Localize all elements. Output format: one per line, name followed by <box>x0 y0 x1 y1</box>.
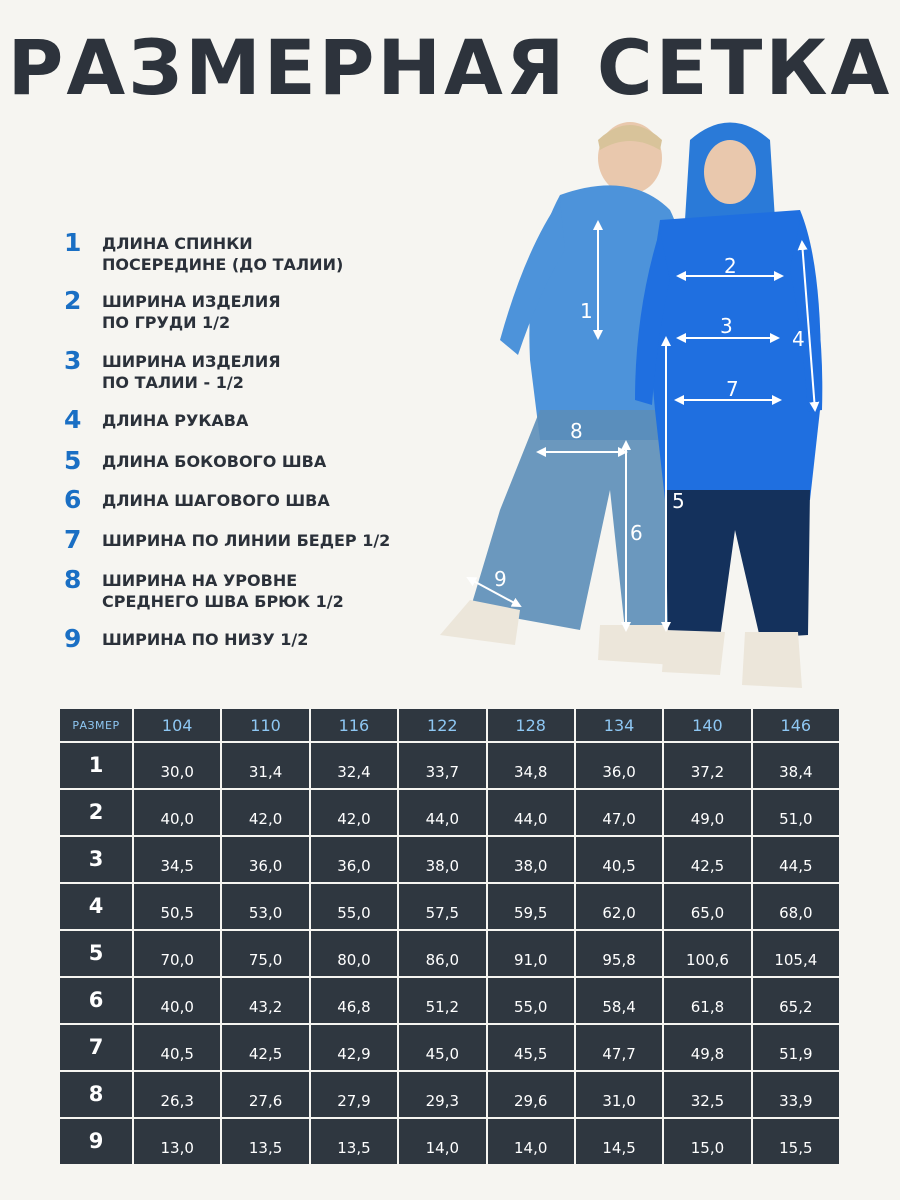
table-cell: 49,0 <box>663 789 751 836</box>
table-cell: 27,9 <box>310 1071 398 1118</box>
legend-label: ШИРИНА ИЗДЕЛИЯ ПО ТАЛИИ - 1/2 <box>102 352 281 392</box>
table-cell: 33,7 <box>398 742 486 789</box>
table-cell: 86,0 <box>398 930 486 977</box>
legend-label: ШИРИНА ИЗДЕЛИЯ ПО ГРУДИ 1/2 <box>102 292 281 332</box>
legend-item <box>64 346 281 393</box>
table-row <box>59 930 840 977</box>
legend-item <box>64 228 343 275</box>
table-cell: 80,0 <box>310 930 398 977</box>
legend-label: ДЛИНА РУКАВА <box>102 411 249 430</box>
table-cell: 44,0 <box>398 789 486 836</box>
table-row <box>59 1118 840 1165</box>
table-cell: 100,6 <box>663 930 751 977</box>
table-cell: 38,4 <box>752 742 840 789</box>
table-row <box>59 883 840 930</box>
jumpsuit-illustration <box>430 110 900 700</box>
size-column-header: 104 <box>133 708 221 742</box>
table-cell: 14,0 <box>487 1118 575 1165</box>
table-cell: 36,0 <box>575 742 663 789</box>
table-cell: 61,8 <box>663 977 751 1024</box>
legend-number: 2 <box>64 286 82 315</box>
table-cell: 29,3 <box>398 1071 486 1118</box>
measurement-row-label: 7 <box>59 1024 133 1071</box>
legend-number: 3 <box>64 346 82 375</box>
legend-item <box>64 485 330 515</box>
figure-label-5: 5 <box>672 489 685 513</box>
table-cell: 36,0 <box>221 836 309 883</box>
product-photo-kids-jumpsuits <box>430 110 900 700</box>
table-cell: 13,5 <box>221 1118 309 1165</box>
table-cell: 42,5 <box>221 1024 309 1071</box>
size-column-header: 116 <box>310 708 398 742</box>
legend-item <box>64 286 281 333</box>
legend-number: 4 <box>64 405 82 434</box>
size-column-header: 146 <box>752 708 840 742</box>
table-row <box>59 789 840 836</box>
table-cell: 38,0 <box>487 836 575 883</box>
table-cell: 65,0 <box>663 883 751 930</box>
table-cell: 43,2 <box>221 977 309 1024</box>
figure-label-9: 9 <box>494 567 507 591</box>
table-cell: 44,5 <box>752 836 840 883</box>
table-cell: 95,8 <box>575 930 663 977</box>
table-cell: 32,4 <box>310 742 398 789</box>
legend-number: 5 <box>64 446 82 475</box>
size-column-header: 140 <box>663 708 751 742</box>
legend-number: 6 <box>64 485 82 514</box>
figure-label-4: 4 <box>792 327 805 351</box>
header-row <box>59 708 840 742</box>
measurement-row-label: 8 <box>59 1071 133 1118</box>
figure-label-7: 7 <box>726 377 739 401</box>
table-cell: 65,2 <box>752 977 840 1024</box>
table-cell: 57,5 <box>398 883 486 930</box>
legend-label: ДЛИНА СПИНКИ ПОСЕРЕДИНЕ (ДО ТАЛИИ) <box>102 234 344 274</box>
table-row <box>59 1024 840 1071</box>
table-cell: 36,0 <box>310 836 398 883</box>
measurement-row-label: 9 <box>59 1118 133 1165</box>
table-cell: 34,8 <box>487 742 575 789</box>
table-cell: 27,6 <box>221 1071 309 1118</box>
table-cell: 14,0 <box>398 1118 486 1165</box>
table-cell: 42,0 <box>310 789 398 836</box>
table-cell: 59,5 <box>487 883 575 930</box>
figure-label-6: 6 <box>630 521 643 545</box>
page-title: РАЗМЕРНАЯ СЕТКА <box>7 23 893 112</box>
measurement-row-label: 5 <box>59 930 133 977</box>
legend-item <box>64 446 326 476</box>
table-cell: 46,8 <box>310 977 398 1024</box>
table-cell: 44,0 <box>487 789 575 836</box>
table-body <box>59 742 840 1165</box>
table-cell: 14,5 <box>575 1118 663 1165</box>
table-cell: 51,9 <box>752 1024 840 1071</box>
table-row <box>59 742 840 789</box>
measurement-row-label: 6 <box>59 977 133 1024</box>
legend-item <box>64 405 248 435</box>
table-cell: 33,9 <box>752 1071 840 1118</box>
table-cell: 32,5 <box>663 1071 751 1118</box>
table-cell: 15,5 <box>752 1118 840 1165</box>
figure-label-3: 3 <box>720 314 733 338</box>
legend-label: ДЛИНА БОКОВОГО ШВА <box>102 452 327 471</box>
table-cell: 40,0 <box>133 789 221 836</box>
table-cell: 51,2 <box>398 977 486 1024</box>
table-cell: 30,0 <box>133 742 221 789</box>
measurement-row-label: 2 <box>59 789 133 836</box>
size-chart-table <box>58 707 841 1166</box>
table-cell: 31,4 <box>221 742 309 789</box>
table-cell: 26,3 <box>133 1071 221 1118</box>
table-cell: 55,0 <box>310 883 398 930</box>
legend-item <box>64 624 308 654</box>
table-row <box>59 977 840 1024</box>
table-cell: 58,4 <box>575 977 663 1024</box>
size-column-header: 128 <box>487 708 575 742</box>
table-cell: 105,4 <box>752 930 840 977</box>
table-cell: 40,5 <box>575 836 663 883</box>
table-cell: 70,0 <box>133 930 221 977</box>
table-cell: 53,0 <box>221 883 309 930</box>
size-corner-label: РАЗМЕР <box>59 708 133 742</box>
table-cell: 42,0 <box>221 789 309 836</box>
legend-number: 8 <box>64 565 82 594</box>
legend-label: ШИРИНА НА УРОВНЕ СРЕДНЕГО ШВА БРЮК 1/2 <box>102 571 344 611</box>
measurement-row-label: 3 <box>59 836 133 883</box>
size-column-header: 122 <box>398 708 486 742</box>
figure-label-1: 1 <box>580 299 593 323</box>
table-cell: 42,9 <box>310 1024 398 1071</box>
table-cell: 29,6 <box>487 1071 575 1118</box>
table-cell: 15,0 <box>663 1118 751 1165</box>
legend-label: ШИРИНА ПО НИЗУ 1/2 <box>102 630 309 649</box>
size-column-header: 110 <box>221 708 309 742</box>
table-cell: 38,0 <box>398 836 486 883</box>
table-cell: 13,0 <box>133 1118 221 1165</box>
legend-number: 9 <box>64 624 82 653</box>
figure-label-8: 8 <box>570 419 583 443</box>
legend-item <box>64 525 390 555</box>
table-cell: 47,7 <box>575 1024 663 1071</box>
table-row <box>59 1071 840 1118</box>
figure-label-2: 2 <box>724 254 737 278</box>
size-column-header: 134 <box>575 708 663 742</box>
table-cell: 34,5 <box>133 836 221 883</box>
table-cell: 62,0 <box>575 883 663 930</box>
table-row <box>59 836 840 883</box>
table-cell: 42,5 <box>663 836 751 883</box>
table-cell: 40,0 <box>133 977 221 1024</box>
table-cell: 91,0 <box>487 930 575 977</box>
table-header <box>59 708 840 742</box>
table-cell: 68,0 <box>752 883 840 930</box>
measurement-row-label: 1 <box>59 742 133 789</box>
legend-number: 1 <box>64 228 82 257</box>
table-cell: 45,0 <box>398 1024 486 1071</box>
legend-item <box>64 565 344 612</box>
table-cell: 45,5 <box>487 1024 575 1071</box>
table-cell: 47,0 <box>575 789 663 836</box>
measurement-row-label: 4 <box>59 883 133 930</box>
table-cell: 55,0 <box>487 977 575 1024</box>
table-cell: 49,8 <box>663 1024 751 1071</box>
table-cell: 13,5 <box>310 1118 398 1165</box>
table-cell: 51,0 <box>752 789 840 836</box>
legend-label: ШИРИНА ПО ЛИНИИ БЕДЕР 1/2 <box>102 531 391 550</box>
table-cell: 37,2 <box>663 742 751 789</box>
legend-number: 7 <box>64 525 82 554</box>
table-cell: 50,5 <box>133 883 221 930</box>
table-cell: 75,0 <box>221 930 309 977</box>
table-cell: 40,5 <box>133 1024 221 1071</box>
table-cell: 31,0 <box>575 1071 663 1118</box>
legend-label: ДЛИНА ШАГОВОГО ШВА <box>102 491 330 510</box>
